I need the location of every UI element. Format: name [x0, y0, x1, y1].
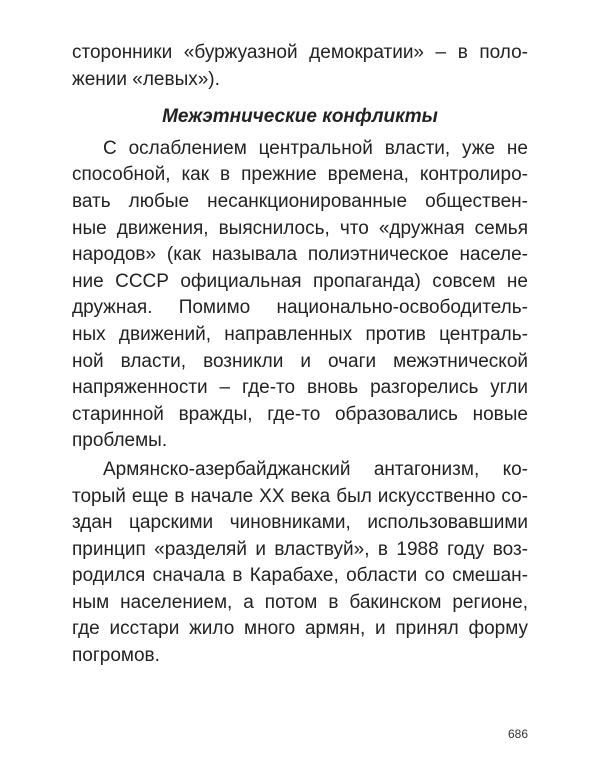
intro-paragraph [72, 40, 528, 93]
section-heading: Межэтнические конфликты [162, 106, 438, 128]
page-number: 686 [507, 727, 528, 741]
text-line: дружная. Помимо национально-освободитель- [72, 297, 528, 319]
paragraph-2 [72, 457, 528, 670]
page-body [72, 40, 528, 670]
text-line: ные движения, выяснилось, что «дружная семья [72, 217, 528, 239]
text-line: напряженности – где-то вновь разгорелись угли [72, 377, 528, 399]
text-line: ным населением, а потом в бакинском регионе, [72, 591, 528, 613]
text-line: вать любые несанкционированные обществен- [72, 190, 528, 212]
text-line: проблемы. [72, 430, 168, 452]
text-line: здан царскими чиновниками, использовавшими [72, 512, 528, 534]
text-line: ных движений, направленных против централь- [72, 323, 528, 345]
text-line: жении «левых»). [72, 68, 220, 90]
text-line: родился сначала в Карабахе, области со смешан- [72, 565, 528, 587]
text-line: торый еще в начале XX века был искусственно со- [72, 485, 528, 507]
text-line: способной, как в прежние времена, контролиро- [72, 164, 528, 186]
text-line: Армянско-азербайджанский антагонизм, ко- [103, 458, 528, 480]
text-line: ной власти, возникли и очаги межэтнической [72, 350, 528, 372]
text-line: погромов. [72, 645, 160, 667]
text-line: народов» (как называла полиэтническое населе- [72, 244, 528, 266]
text-line: где исстари жило много армян, и принял форму [72, 618, 528, 640]
text-line: старинной вражды, где-то образовались новые [72, 403, 528, 425]
text-line: ние СССР официальная пропаганда) совсем не [72, 270, 528, 292]
text-line: сторонники «буржуазной демократии» – в поло- [72, 42, 528, 63]
text-line: С ослаблением центральной власти, уже не [103, 137, 528, 159]
text-line: принцип «разделяй и властвуй», в 1988 году воз- [72, 538, 528, 560]
paragraph-1 [72, 136, 528, 455]
